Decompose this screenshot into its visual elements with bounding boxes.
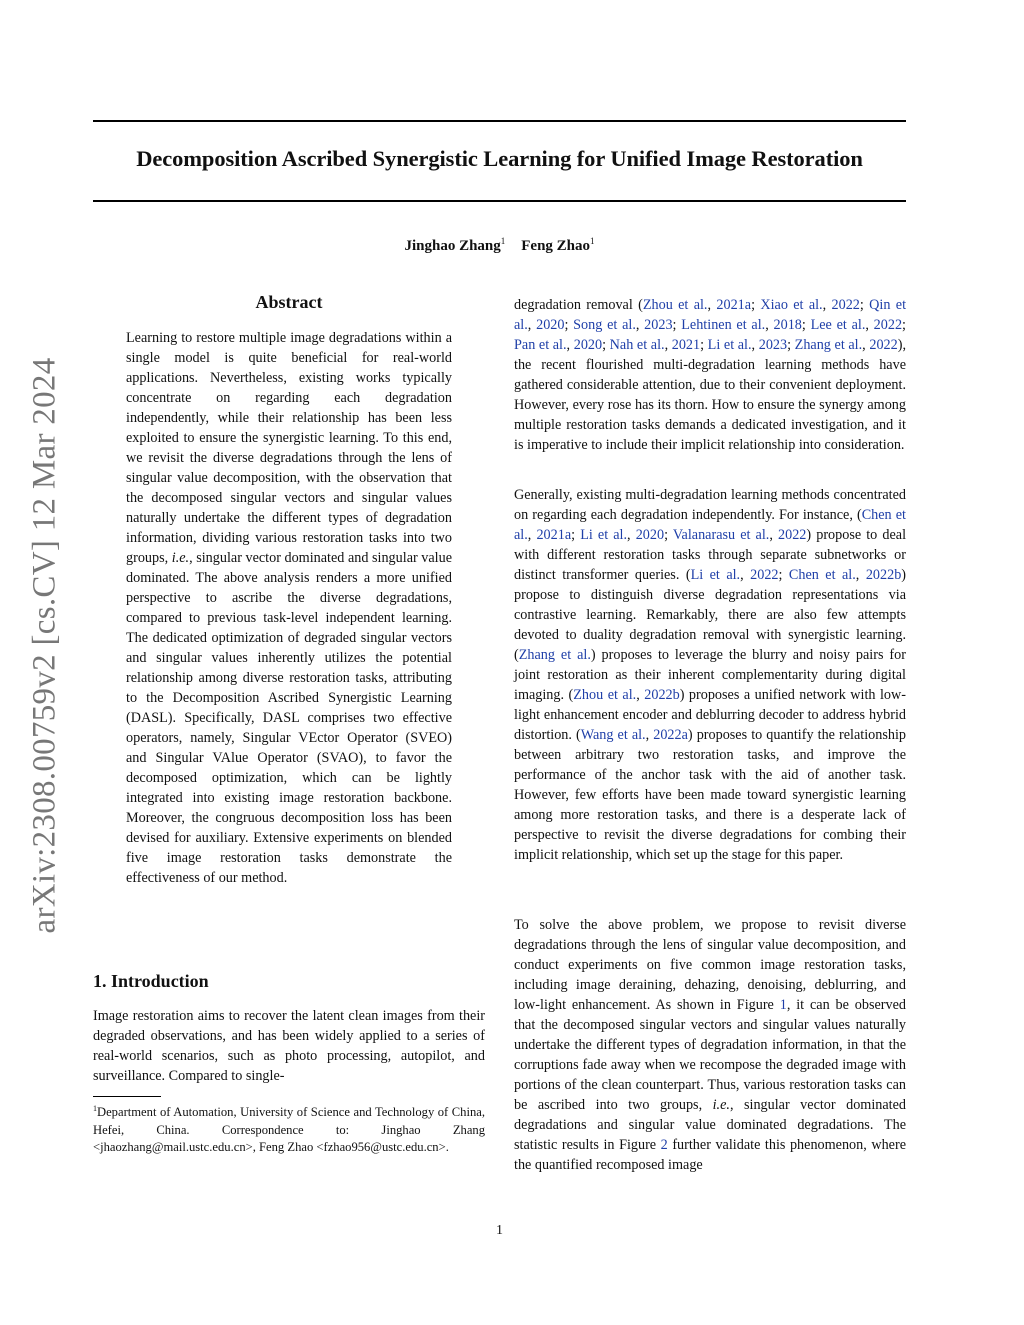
italic-text: i.e.: [712, 1097, 730, 1113]
paper-title: Decomposition Ascribed Synergistic Learning for Unified Image Restoration: [136, 146, 863, 171]
citation-link[interactable]: Lehtinen et al.: [681, 317, 766, 333]
citation-link[interactable]: Zhou et al.: [573, 687, 637, 703]
citation-link[interactable]: 2022: [873, 317, 903, 333]
author-affiliation-mark: 1: [500, 236, 506, 246]
citation-link[interactable]: 2022: [750, 567, 779, 583]
citation-link[interactable]: 2020: [573, 337, 603, 353]
citation-link[interactable]: Qin et al.: [514, 297, 907, 333]
citation-link[interactable]: 2020: [635, 527, 665, 543]
page-number: 1: [496, 1223, 503, 1238]
citation-link[interactable]: 2021a: [716, 297, 752, 313]
citation-link[interactable]: Nah et al.: [609, 337, 665, 353]
title-rule-top: [93, 120, 906, 122]
introduction-heading: 1. Introduction: [93, 971, 209, 991]
arxiv-stamp-text: arXiv:2308.00759v2 [cs.CV] 12 Mar 2024: [26, 357, 63, 933]
author-affiliation-mark: 1: [590, 236, 595, 246]
abstract-heading: Abstract: [255, 292, 323, 312]
introduction-paragraph: Image restoration aims to recover the latent clean images from their degraded observations, and has been widely applied to a series of real-world scenarios, such as photo processing, autopilot, and surveillance. Compared to single-: [93, 1008, 485, 1084]
citation-link[interactable]: Li et al.: [690, 567, 741, 583]
abstract-text: Learning to restore multiple image degradations within a single model is quite beneficial for real-world applications. Nevertheless, existing works typically concentrate on regarding each degradation independently, while their relationship has been less exploited to ensure the synergistic learning. To this end, we revisit the diverse degradations through the lens of singular value decomposition, with the observation that the decomposed singular vectors and singular values naturally undertake the different types of degradation information, dividing various restoration tasks into two groups, i.e., singular vector dominated and singular value dominated. The above analysis renders a more unified perspective to ascribe the diverse degradations, compared to previous task-level independent learning. The dedicated optimization of degraded singular vectors and singular values inherently utilizes the potential relationship among diverse restoration tasks, attributing to the Decomposition Ascribed Synergistic Learning (DASL). Specifically, DASL comprises two effective operators, namely, Singular VEctor Operator (SVEO) and Singular VAlue Operator (SVAO), to favor the decomposed optimization, which can be lightly integrated into existing image restoration backbone. Moreover, the congruous decomposition loss has been devised for auxiliary. Extensive experiments on blended five image restoration tasks demonstrate the effectiveness of our method.: [126, 330, 453, 886]
citation-link[interactable]: Zhou et al.: [642, 297, 708, 313]
citation-link[interactable]: Li et al.: [580, 527, 628, 543]
footnote-rule: [93, 1096, 161, 1097]
citation-link[interactable]: 2022a: [653, 727, 688, 743]
author-line: [93, 236, 906, 255]
citation-link[interactable]: 2: [660, 1137, 668, 1153]
citation-link[interactable]: 2022b: [865, 567, 902, 583]
citation-link[interactable]: Song et al.: [573, 317, 636, 333]
citation-link[interactable]: Zhang et al.: [518, 647, 591, 663]
citation-link[interactable]: Xiao et al.: [760, 297, 823, 313]
citation-link[interactable]: 2023: [644, 317, 673, 333]
footnote-marker: 1: [93, 1104, 97, 1113]
citation-link[interactable]: 2022: [778, 527, 807, 543]
author-name: Feng Zhao: [521, 238, 591, 254]
citation-link[interactable]: Li et al.: [707, 337, 752, 353]
citation-link[interactable]: 2020: [536, 317, 565, 333]
title-rule-bottom: [93, 200, 906, 202]
citation-link[interactable]: 2023: [758, 337, 788, 353]
right-column-paragraph: degradation removal (Zhou et al., 2021a; Xiao et al., 2022; Qin et al., 2020; Song et al., 2023; Lehtinen et al., 2018; Lee et al., 2022; Pan et al., 2020; Nah et al., 2021; Li et al., 2023; Zhang et al., 2022), the recent flourished multi-degradation learning methods have gathered considerable attention, due to their convenient deployment. However, every rose has its thorn. How to ensure the synergy among multiple restoration tasks demands a dedicated investigation, and it is imperative to include their implicit relationship into consideration.: [514, 297, 907, 453]
citation-link[interactable]: Chen et al.: [788, 567, 856, 583]
author-name: Jinghao Zhang: [404, 238, 501, 254]
right-column-paragraph: Generally, existing multi-degradation learning methods concentrated on regarding each degradation independently. For instance, (Chen et al., 2021a; Li et al., 2020; Valanarasu et al., 2022) propose to deal with different restoration tasks through separate subnetworks or distinct transformer queries. (Li et al., 2022; Chen et al., 2022b) propose to distinguish diverse degradation representations via contrastive learning. Remarkably, there are also few attempts devoted to duality degradation removal with synergistic learning. (Zhang et al.) proposes to leverage the blurry and noisy pairs for joint restoration as their inherent complementarity during digital imaging. (Zhou et al., 2022b) proposes a unified network with low-light enhancement encoder and deblurring decoder to address hybrid distortion. (Wang et al., 2022a) proposes to quantify the relationship between arbitrary two restoration tasks, and improve the performance of the anchor task with the aid of another task. However, few efforts have been made toward synergistic learning among more restoration tasks, and there is a desperate lack of perspective to revisit the diverse degradations for combing their implicit relationship, which set up the stage for this paper.: [514, 487, 907, 863]
citation-link[interactable]: 2018: [773, 317, 802, 333]
citation-link[interactable]: 2021a: [536, 527, 572, 543]
footnote-text: Department of Automation, University of Science and Technology of China, Hefei, China. Correspondence to: Jinghao Zhang <jhaozhang@mail.ustc.edu.cn>, Feng Zhao <fzhao956@ustc.edu.cn>.: [93, 1105, 485, 1154]
citation-link[interactable]: Chen et al.: [514, 507, 906, 543]
citation-link[interactable]: Zhang et al.: [794, 337, 863, 353]
citation-link[interactable]: 2022b: [644, 687, 680, 703]
citation-link[interactable]: 1: [779, 997, 787, 1013]
citation-link[interactable]: Wang et al.: [580, 727, 646, 743]
footnote: [93, 1100, 485, 1157]
citation-link[interactable]: Lee et al.: [810, 317, 866, 333]
citation-link[interactable]: Pan et al.: [514, 337, 567, 353]
citation-link[interactable]: 2022: [831, 297, 860, 313]
arxiv-stamp: [20, 350, 70, 940]
citation-link[interactable]: 2022: [869, 337, 898, 353]
citation-link[interactable]: 2021: [671, 337, 701, 353]
right-column-paragraph: To solve the above problem, we propose to revisit diverse degradations through the lens of singular value decomposition, and conduct experiments on five common image restoration tasks, including image deraining, dehazing, denoising, deblurring, and low-light enhancement. As shown in Figure 1, it can be observed that the decomposed singular vectors and singular values naturally undertake the different types of degradation information, in that the corruptions fade away when we recompose the degraded image with portions of the clean counterpart. Thus, various restoration tasks can be ascribed into two groups, i.e., singular vector dominated degradations and singular value dominated degradations. The statistic results in Figure 2 further validate this phenomenon, where the quantified recomposed image: [514, 917, 907, 1173]
citation-link[interactable]: Valanarasu et al.: [672, 527, 770, 543]
